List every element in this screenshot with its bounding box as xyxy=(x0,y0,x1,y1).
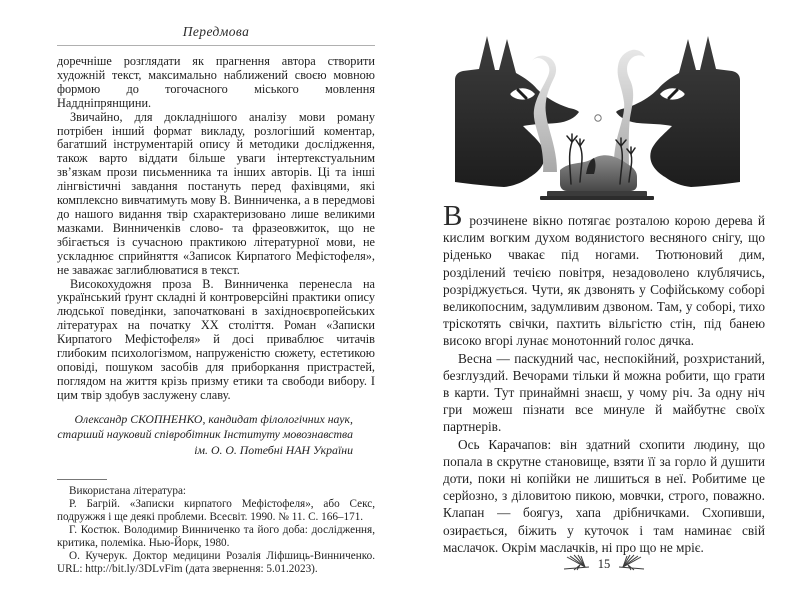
flourish-left-icon xyxy=(561,554,591,572)
author-attribution xyxy=(57,412,375,459)
left-page xyxy=(57,24,375,576)
ring-icon xyxy=(595,115,601,121)
attribution-line: ім. О. О. Потебні НАН України xyxy=(194,442,353,457)
chapter-heading-label: Передмова xyxy=(182,24,250,39)
footnotes xyxy=(57,479,375,575)
footnote-divider xyxy=(57,479,107,480)
drop-cap: В xyxy=(443,200,463,232)
chapter-illustration xyxy=(428,14,772,200)
right-page xyxy=(443,200,765,556)
footnote-title: Використана література: xyxy=(69,485,187,498)
footnote-item: Г. Костюк. Володимир Винниченко та його доба: дослідження, критика, полеміка. Нью-Йорк, 1980. xyxy=(57,524,375,550)
preface-text xyxy=(57,55,375,403)
novel-paragraph: Весна — паскудний час, неспокійний, розхристаний, безглуздий. Вечорами тільки й можна робити, що грати в карти. Тут принаймні знаєш, у чому річ. За одну ніч гри можеш пізнати все минуле й майбутнє своїх партнерів. xyxy=(443,350,765,435)
page-number: 15 xyxy=(597,556,611,571)
novel-paragraph xyxy=(443,200,765,350)
footnote-item: О. Кучерук. Доктор медицини Розалія Ліфшиць-Винниченко. URL: http://bit.ly/3DLvFim (дата звернення: 5.01.2023). xyxy=(57,549,375,575)
left-wolf-head-icon xyxy=(455,36,579,187)
page-footer xyxy=(443,554,765,572)
flourish-right-icon xyxy=(617,554,647,572)
attribution-line: Олександр СКОПНЕНКО, кандидат філологічних наук, xyxy=(74,411,353,426)
footnote-item: Р. Багрій. «Записки кирпатого Мефістофеля», або Секс, подружжя і ще деякі проблеми. Всесвіт. 1990. № 11. С. 166–171. xyxy=(57,498,375,524)
preface-paragraph: Звичайно, для докладнішого аналізу мови роману потрібен інший формат викладу, розлогіший коментар, багатший інструментарій опису й методики дослідження, також варто віддати більше уваги інтертекстуальним зв’язкам прози письменника та інших авторів. Ці та інші лінгвістичні завдання постануть перед фахівцями, які комплексно вивчатимуть мову В. Винниченка, а в передмові до нашого видання твір схарактеризовано лише великими мазками. Винниченків слово- та фразеовжиток, що не збігається із сучасною практикою літературної мови, не ускладнює сприйняття «Записок Кирпатого Мефістофеля», не заважає заглиблюватися в текст. xyxy=(57,109,375,277)
preface-paragraph: доречніше розглядати як прагнення автора створити художній текст, максимально наближений своєю мовною формою до тогочасного міського мовлення Наддніпрянщини. xyxy=(57,54,375,110)
right-wolf-head-icon xyxy=(616,36,740,187)
preface-paragraph: Високохудожня проза В. Винниченка перенесла на український ґрунт складні й контроверсійні практики опису людської поведінки, започатковані в західноєвропейських літературах на початку ХХ століття. Роман «Записки Кирпатого Мефістофеля» й досі приваблює читачів глибоким психологізмом, напруженістю сюжету, естетикою оповіді, пошуком засобів для приборкання пристрастей, поглядом на життя крізь призму етики та свободи вибору. І цим твір здобув заслужену славу. xyxy=(57,276,375,402)
footnote-text xyxy=(57,485,375,575)
novel-paragraph-text: розчинене вікно потягає розталою корою дерева й кислим вогким духом водянистого весняного снігу, що ріденько чвакає під ногами. Тютюновий дим, розділений течією повітря, незадоволено клублячись, розріджується. Чути, як дзвонять у Софійському соборі великопосним, задумливим дзвоном. Там, у соборі, тихо тріскотять свічки, пахтить вільгістю стін, під банею високо вгорі лунає монотонний голос дячка. xyxy=(443,213,765,349)
attribution-line: старший науковий співробітник Інституту мовознавства xyxy=(57,427,353,442)
novel-paragraph: Ось Карачапов: він здатний схопити людину, що попала в скрутне становище, взяти її за горло й душити доти, поки ні копійки не лишиться в неї. Робитиме це серйозно, з діловитою пикою, мовчки, строго, поважно. Клапан — боягуз, хапа дрібничками. Схопивши, озирається, біжить у куточок і там наминає свій маслачок. Окрім маслачків, ні про що не мріє. xyxy=(443,436,765,555)
planter xyxy=(540,155,654,200)
novel-text xyxy=(443,200,765,556)
chapter-heading xyxy=(57,24,375,46)
